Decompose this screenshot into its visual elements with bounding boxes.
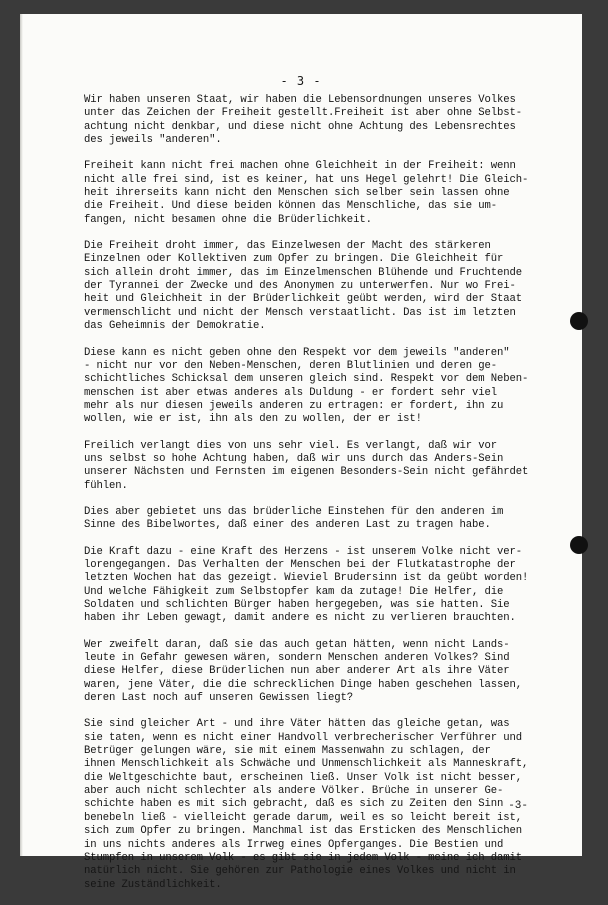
text-line: mehr als nur diesen jeweils anderen zu ertragen: er fordert, ihn zu bbox=[84, 399, 504, 412]
text-line: lorengegangen. Das Verhalten der Menschen bei der Flutkatastrophe der bbox=[84, 558, 516, 571]
text-line: wollen, wie er ist, ihn als den zu wollen, der er ist! bbox=[84, 413, 422, 426]
text-line: achtung nicht denkbar, und diese nicht ohne Achtung des Lebensrechtes bbox=[84, 120, 516, 133]
text-line: schichte haben es mit sich gebracht, daß es sich zu Zeiten den Sinn bbox=[84, 798, 504, 811]
continuation-mark: -3- bbox=[508, 800, 528, 812]
text-line: schichtliches Schicksal dem unseren gleich sind. Respekt vor dem Neben- bbox=[84, 373, 529, 386]
text-line: Und welche Fähigkeit zum Selbstopfer kam da zutage! Die Helfer, die bbox=[84, 585, 504, 598]
text-line: fühlen. bbox=[84, 479, 128, 492]
text-line: - nicht nur vor den Neben-Menschen, deren Blutlinien und deren ge- bbox=[84, 359, 497, 372]
body-text bbox=[84, 94, 584, 905]
page-edge-shadow bbox=[20, 14, 23, 856]
text-line: uns selbst so hohe Achtung haben, daß wir uns durch das Anders-Sein bbox=[84, 452, 504, 465]
text-line: natürlich nicht. Sie gehören zur Pathologie eines Volkes und nicht in bbox=[84, 865, 516, 878]
text-line: Soldaten und schlichten Bürger haben hergegeben, was sie hatten. Sie bbox=[84, 599, 510, 611]
text-line: unserer Nächsten und Fernsten im eigenen Besonders-Sein nicht gefährdet bbox=[84, 466, 529, 479]
text-line: Einzelnen oder Kollektiven zum Opfer zu bringen. Die Gleichheit für bbox=[84, 253, 504, 266]
text-line: Wer zweifelt daran, daß sie das auch getan hätten, wenn nicht Lands- bbox=[84, 638, 510, 651]
paragraph bbox=[84, 440, 584, 493]
text-line: benebeln ließ - vielleicht gerade darum, weil es so leicht bereit ist, bbox=[84, 811, 523, 824]
paragraph bbox=[84, 546, 584, 626]
text-line: sich zum Opfer zu bringen. Manchmal ist das Ersticken des Menschlichen bbox=[84, 825, 523, 838]
text-line: waren, jene Väter, die die schrecklichen Dinge haben geschehen lassen, bbox=[84, 678, 523, 691]
text-line: Die Freiheit droht immer, das Einzelwesen der Macht des stärkeren bbox=[84, 240, 491, 253]
text-line: Freilich verlangt dies von uns sehr viel. Es verlangt, daß wir vor bbox=[84, 439, 497, 452]
text-line: sie taten, wenn es nicht einer Handvoll verbrecherischer Verführer und bbox=[84, 731, 523, 744]
punch-hole-top bbox=[570, 312, 588, 330]
document-page bbox=[20, 14, 582, 891]
text-line: die Weltgeschichte baut, erscheinen ließ. Unser Volk ist nicht besser, bbox=[84, 771, 523, 784]
paragraph bbox=[84, 506, 584, 533]
text-line: unter das Zeichen der Freiheit gestellt.Freiheit ist aber ohne Selbst- bbox=[84, 107, 523, 120]
paragraph bbox=[84, 240, 584, 333]
text-line: Wir haben unseren Staat, wir haben die Lebensordnungen unseres Volkes bbox=[84, 94, 516, 106]
paragraph bbox=[84, 639, 584, 706]
text-line: Sie sind gleicher Art - und ihre Väter hätten das gleiche getan, was bbox=[84, 718, 510, 731]
text-line: Sinne des Bibelwortes, daß einer des anderen Last zu tragen habe. bbox=[84, 519, 491, 532]
text-line: deren Last noch auf unseren Gewissen liegt? bbox=[84, 692, 354, 705]
page-number: - 3 - bbox=[280, 74, 322, 88]
punch-hole-bottom bbox=[570, 536, 588, 554]
text-line: heit ihrerseits kann nicht den Menschen sich selber sein lassen ohne bbox=[84, 187, 510, 200]
text-line: die Freiheit. Und diese beiden können das Menschliche, das sie um- bbox=[84, 200, 497, 213]
text-line: vermenschlicht und nicht der Mensch verstaatlicht. Das ist im letzten bbox=[84, 306, 516, 319]
text-line: sich allein droht immer, das im Einzelmenschen Blühende und Fruchtende bbox=[84, 266, 523, 279]
text-line: aber auch nicht schlechter als andere Völker. Brüche in unserer Ge- bbox=[84, 785, 504, 798]
text-line: leute in Gefahr gewesen wären, sondern Menschen anderen Volkes? Sind bbox=[84, 652, 510, 665]
text-line: ihnen Menschlichkeit als Schwäche und Unmenschlichkeit als Manneskraft, bbox=[84, 758, 529, 771]
text-line: Die Kraft dazu - eine Kraft des Herzens - ist unserem Volke nicht ver- bbox=[84, 545, 523, 558]
text-line: heit und Gleichheit in der Brüderlichkeit geübt werden, wird der Staat bbox=[84, 293, 523, 306]
text-line: Diese kann es nicht geben ohne den Respekt vor dem jeweils "anderen" bbox=[84, 346, 510, 359]
text-line: menschen ist aber etwas anderes als Duldung - er fordert sehr viel bbox=[84, 386, 497, 399]
paragraph bbox=[84, 94, 584, 147]
text-line: Dies aber gebietet uns das brüderliche Einstehen für den anderen im bbox=[84, 505, 504, 518]
text-line: nicht alle frei sind, ist es keiner, hat uns Hegel gelehrt! Die Gleich- bbox=[84, 173, 529, 186]
paragraph bbox=[84, 160, 584, 227]
text-line: letzten Wochen hat das gezeigt. Wieviel Brudersinn ist da geübt worden! bbox=[84, 572, 529, 585]
text-line: der Tyrannei der Zwecke und des Anonymen zu unterwerfen. Nur wo Frei- bbox=[84, 280, 516, 293]
text-line: diese Helfer, diese Brüderlichen nun aber anderer Art als ihre Väter bbox=[84, 665, 510, 678]
text-line: Betrüger gelungen wäre, sie mit einem Massenwahn zu schlagen, der bbox=[84, 745, 491, 758]
text-line: das Geheimnis der Demokratie. bbox=[84, 320, 266, 333]
text-line: in uns nichts anderes als Irrweg eines Opferganges. Die Bestien und bbox=[84, 838, 504, 851]
text-line: Stumpfen in unserem Volk - es gibt sie in jedem Volk - meine ich damit bbox=[84, 851, 523, 864]
text-line: fangen, nicht besamen ohne die Brüderlichkeit. bbox=[84, 213, 372, 226]
paragraph bbox=[84, 347, 584, 427]
text-line: des jeweils "anderen". bbox=[84, 134, 222, 147]
text-line: haben ihr Leben gewagt, damit andere es nicht zu verlieren brauchten. bbox=[84, 612, 516, 625]
text-line: Freiheit kann nicht frei machen ohne Gleichheit in der Freiheit: wenn bbox=[84, 160, 516, 173]
text-line: seine Zuständlichkeit. bbox=[84, 878, 222, 891]
